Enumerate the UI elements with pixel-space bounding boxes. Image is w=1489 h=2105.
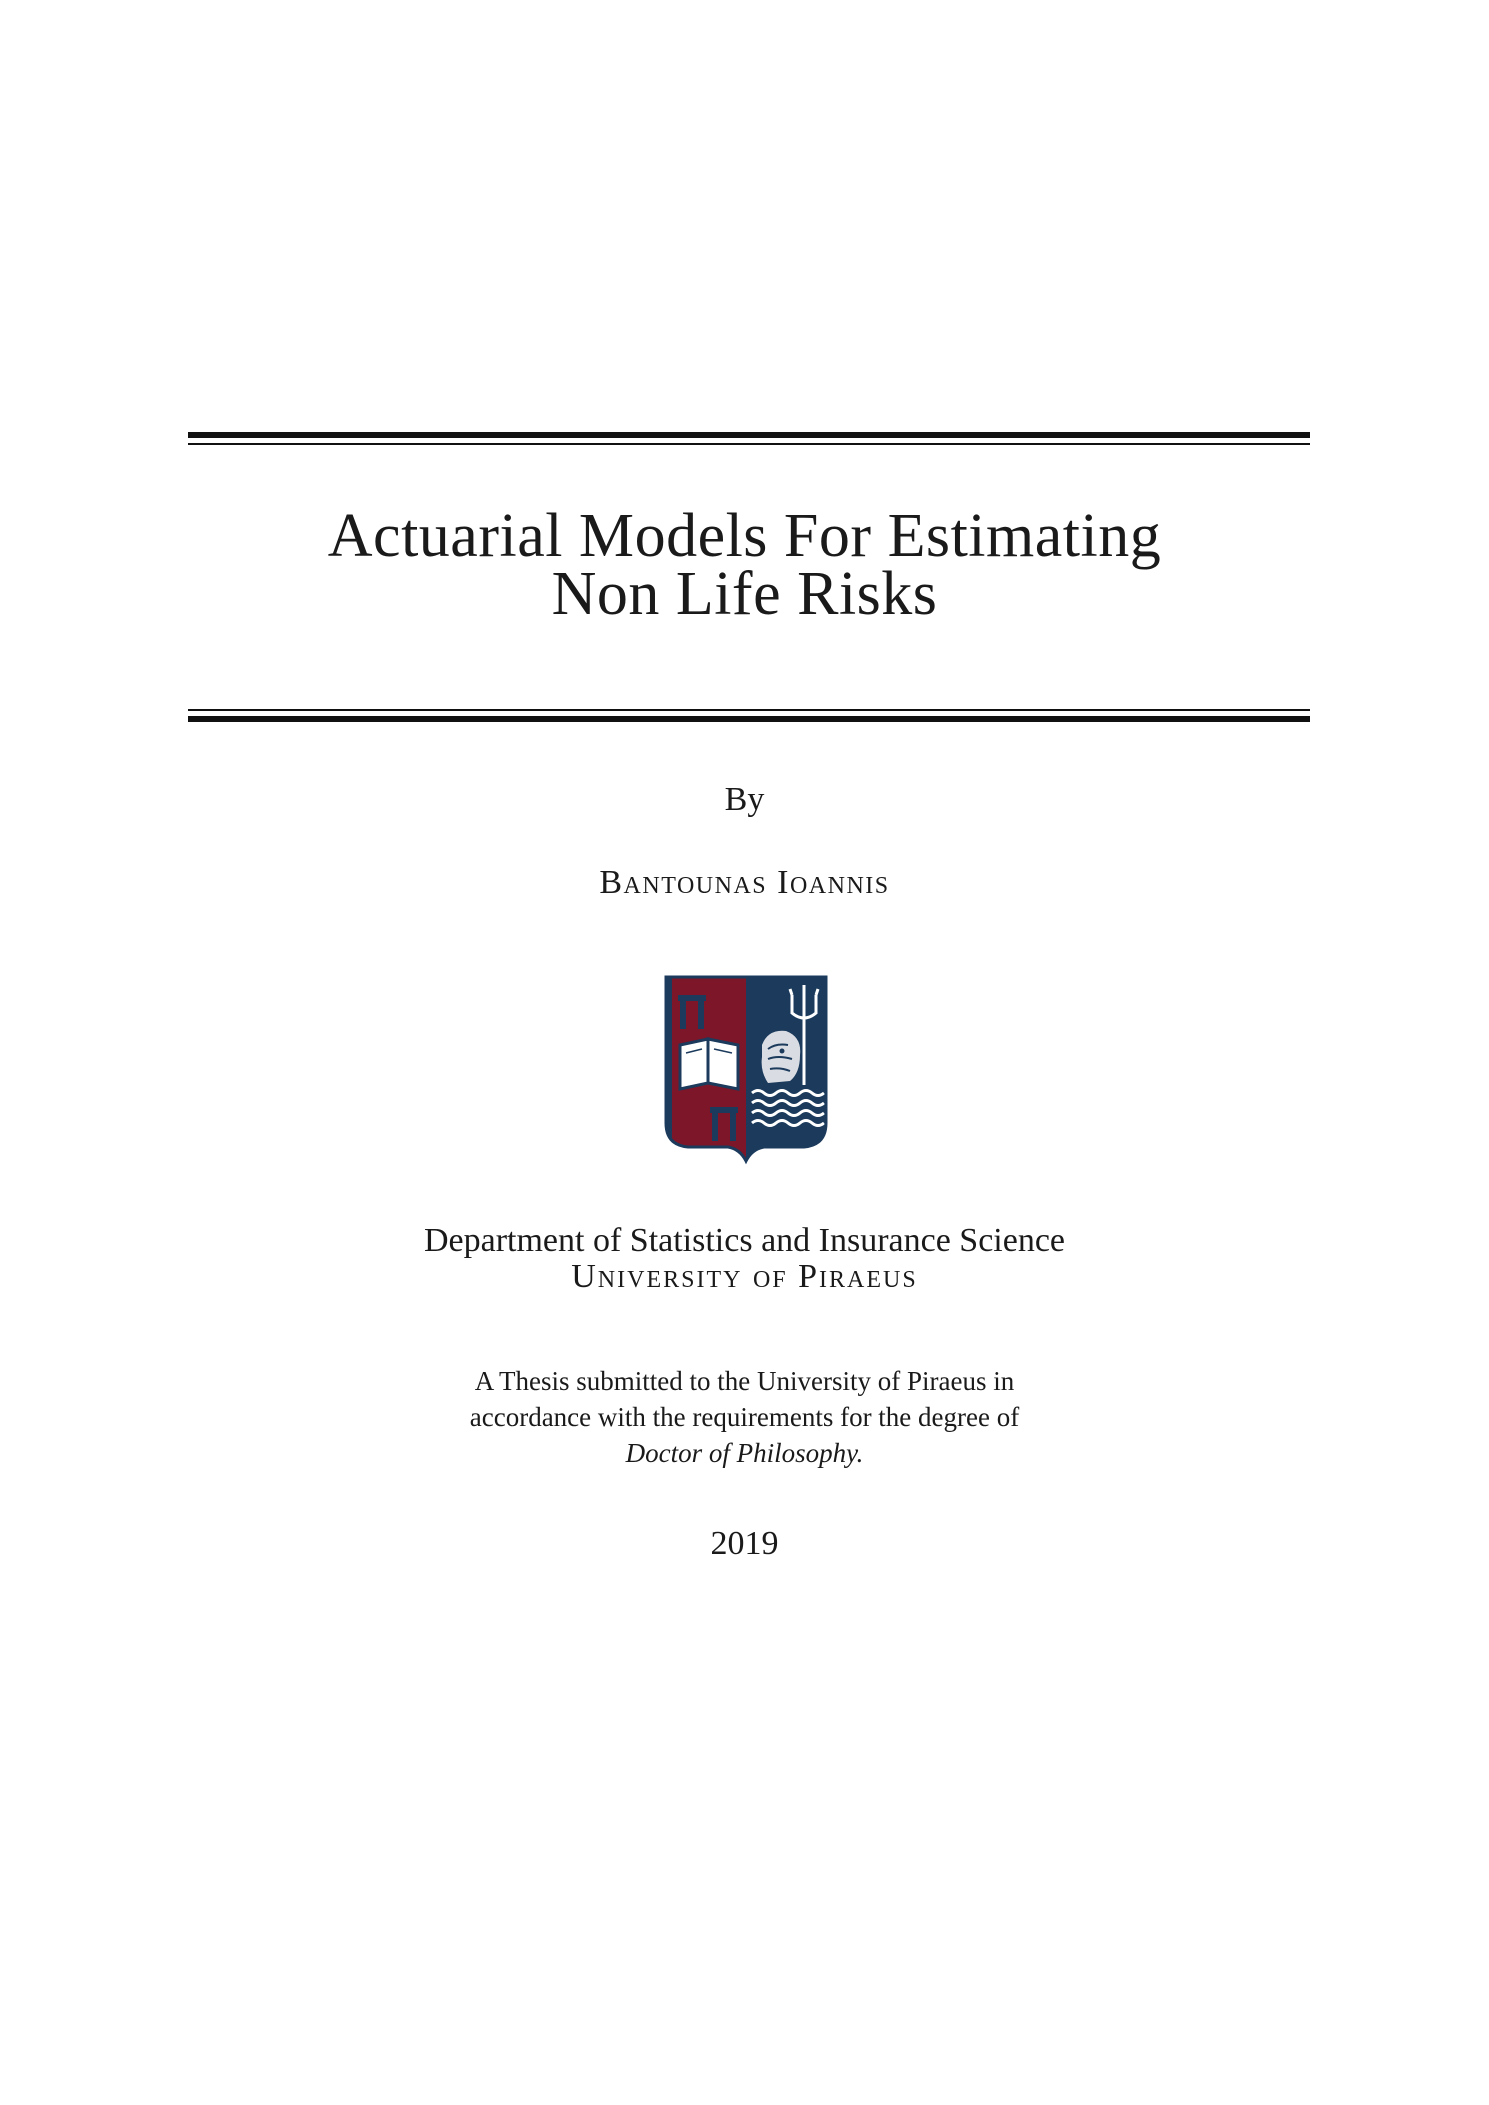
by-label: By (724, 781, 765, 818)
top-rule-thin (188, 443, 1310, 445)
university-name: University of Piraeus (571, 1258, 918, 1295)
bottom-rule-thick (188, 716, 1310, 722)
author-name: Bantounas Ioannis (599, 864, 890, 901)
title-line-2: Non Life Risks (551, 560, 938, 628)
bottom-rule-thin (188, 709, 1310, 711)
thesis-statement (0, 1363, 1489, 1471)
top-rule-thick (188, 432, 1310, 438)
poseidon-head-icon (762, 1031, 801, 1083)
open-book-icon (680, 1039, 738, 1089)
thesis-statement-line-2: accordance with the requirements for the degree of (469, 1402, 1020, 1432)
department-name: Department of Statistics and Insurance Science (423, 1222, 1066, 1259)
title-line-1: Actuarial Models For Estimating (327, 502, 1162, 570)
thesis-statement-line-1: A Thesis submitted to the University of Piraeus in (474, 1366, 1015, 1396)
submission-year: 2019 (710, 1525, 779, 1562)
university-crest-icon (664, 975, 828, 1165)
degree-name: Doctor of Philosophy. (625, 1438, 864, 1468)
thesis-title (0, 502, 1489, 628)
affiliation-block (0, 1223, 1489, 1295)
